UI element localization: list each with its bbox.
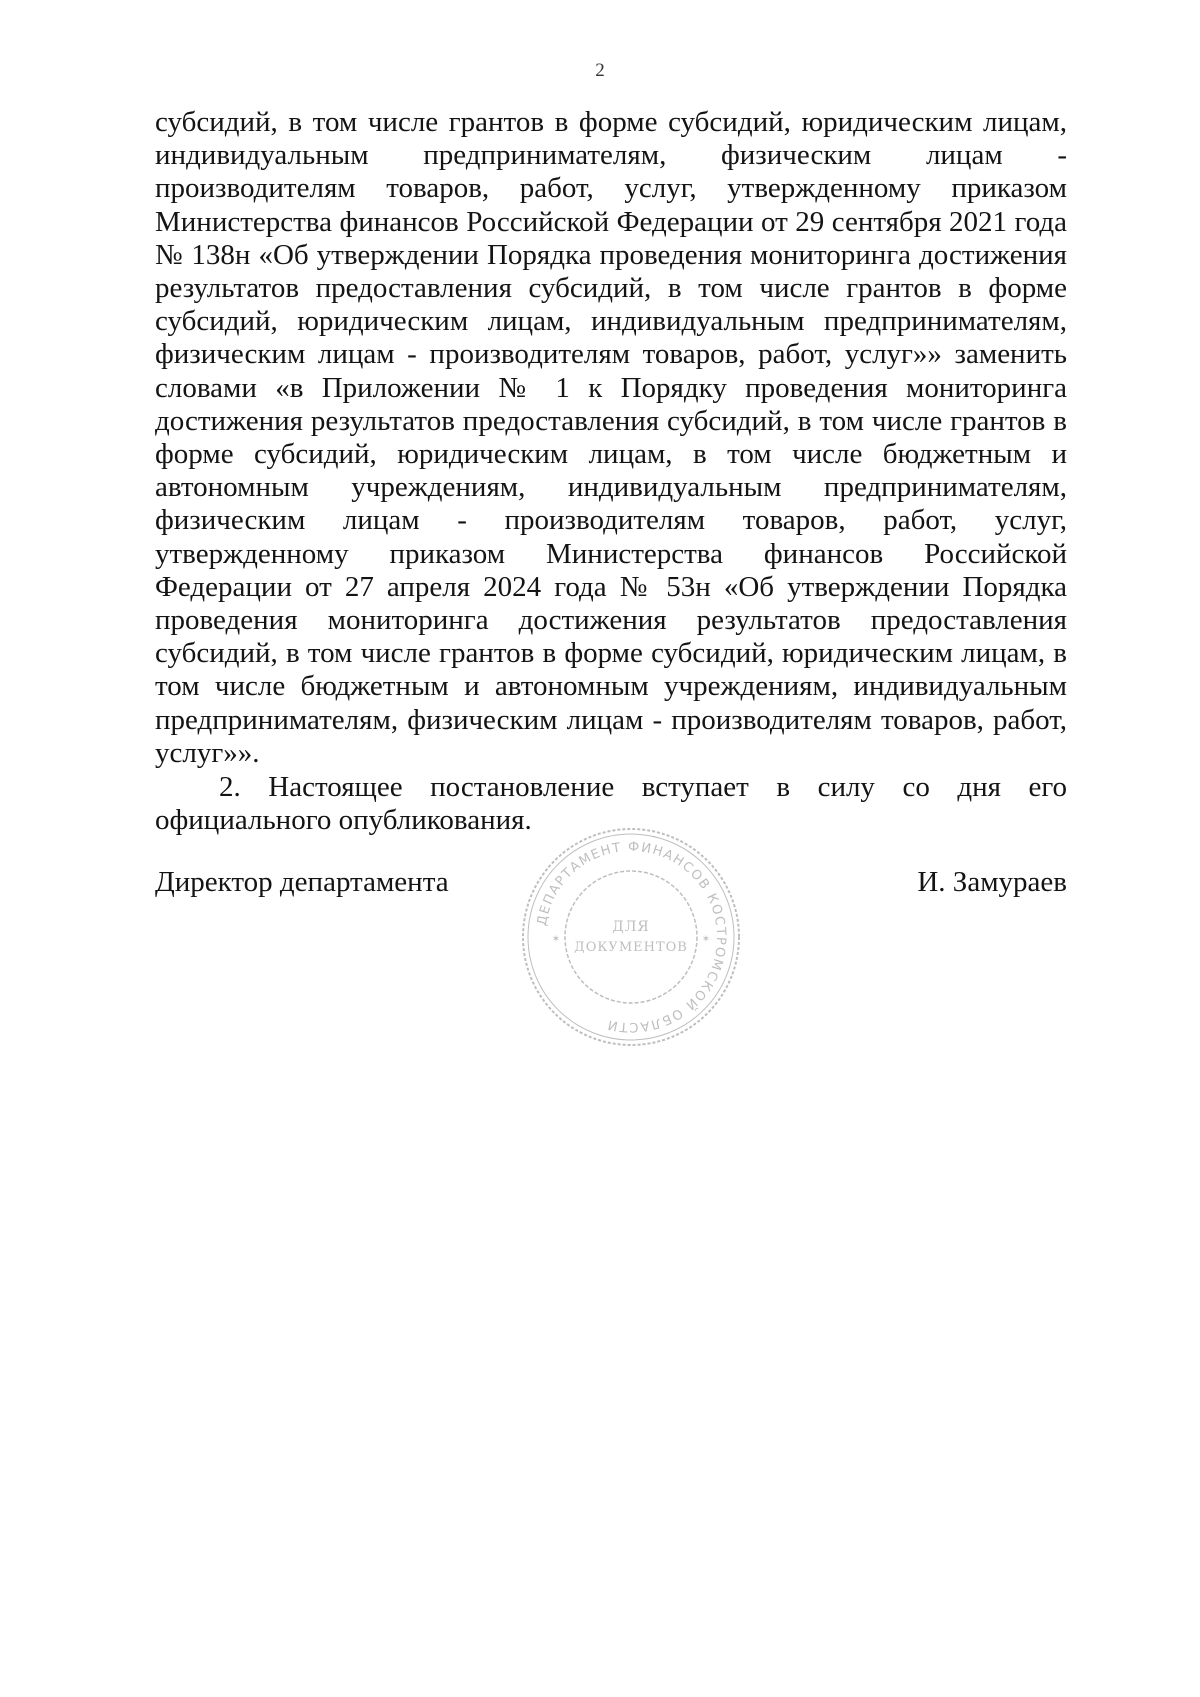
signatory-position: Директор департамента (155, 866, 449, 898)
seal-star-right-icon: ✶ (701, 934, 711, 945)
official-seal-stamp (518, 824, 744, 1050)
seal-center-line-1: ДЛЯ (612, 919, 650, 935)
paragraph-amendment: субсидий, в том числе грантов в форме субсидий, юридическим лицам, индивидуальным предпринимателям, физическим лицам - производителям товаров, работ, услуг, утвержденному приказом Министерства финансов Российской Федерации от 29 сентября 2021 года № 138н «Об утверждении Порядка проведения мониторинга достижения результатов предоставления субсидий, в том числе грантов в форме субсидий, юридическим лицам, индивидуальным предпринимателям, физическим лицам - производителям товаров, работ, услуг»» заменить словами «в Приложении № 1 к Порядку проведения мониторинга достижения результатов предоставления субсидий, в том числе грантов в форме субсидий, юридическим лицам, в том числе бюджетным и автономным учреждениям, индивидуальным предпринимателям, физическим лицам - производителям товаров, работ, услуг, утвержденному приказом Министерства финансов Российской Федерации от 27 апреля 2024 года № 53н «Об утверждении Порядка проведения мониторинга достижения результатов предоставления субсидий, в том числе грантов в форме субсидий, юридическим лицам, в том числе бюджетным и автономным учреждениям, индивидуальным предпринимателям, физическим лицам - производителям товаров, работ, услуг»». (155, 106, 1067, 769)
seal-star-left-icon: ✶ (551, 934, 561, 945)
seal-outer-text: ДЕПАРТАМЕНТ ФИНАНСОВ КОСТРОМСКОЙ ОБЛАСТИ (534, 839, 729, 1035)
page-number: 2 (595, 60, 605, 81)
signatory-name: И. Замураев (917, 866, 1067, 898)
seal-center-line-2: ДОКУМЕНТОВ (574, 940, 688, 955)
svg-text:ДЕПАРТАМЕНТ ФИНАНСОВ КОСТРОМСК (535, 840, 728, 1034)
paragraph-effective-date: 2. Настоящее постановление вступает в силу со дня его официального опубликования. (155, 771, 1067, 837)
document-body (155, 106, 1067, 837)
